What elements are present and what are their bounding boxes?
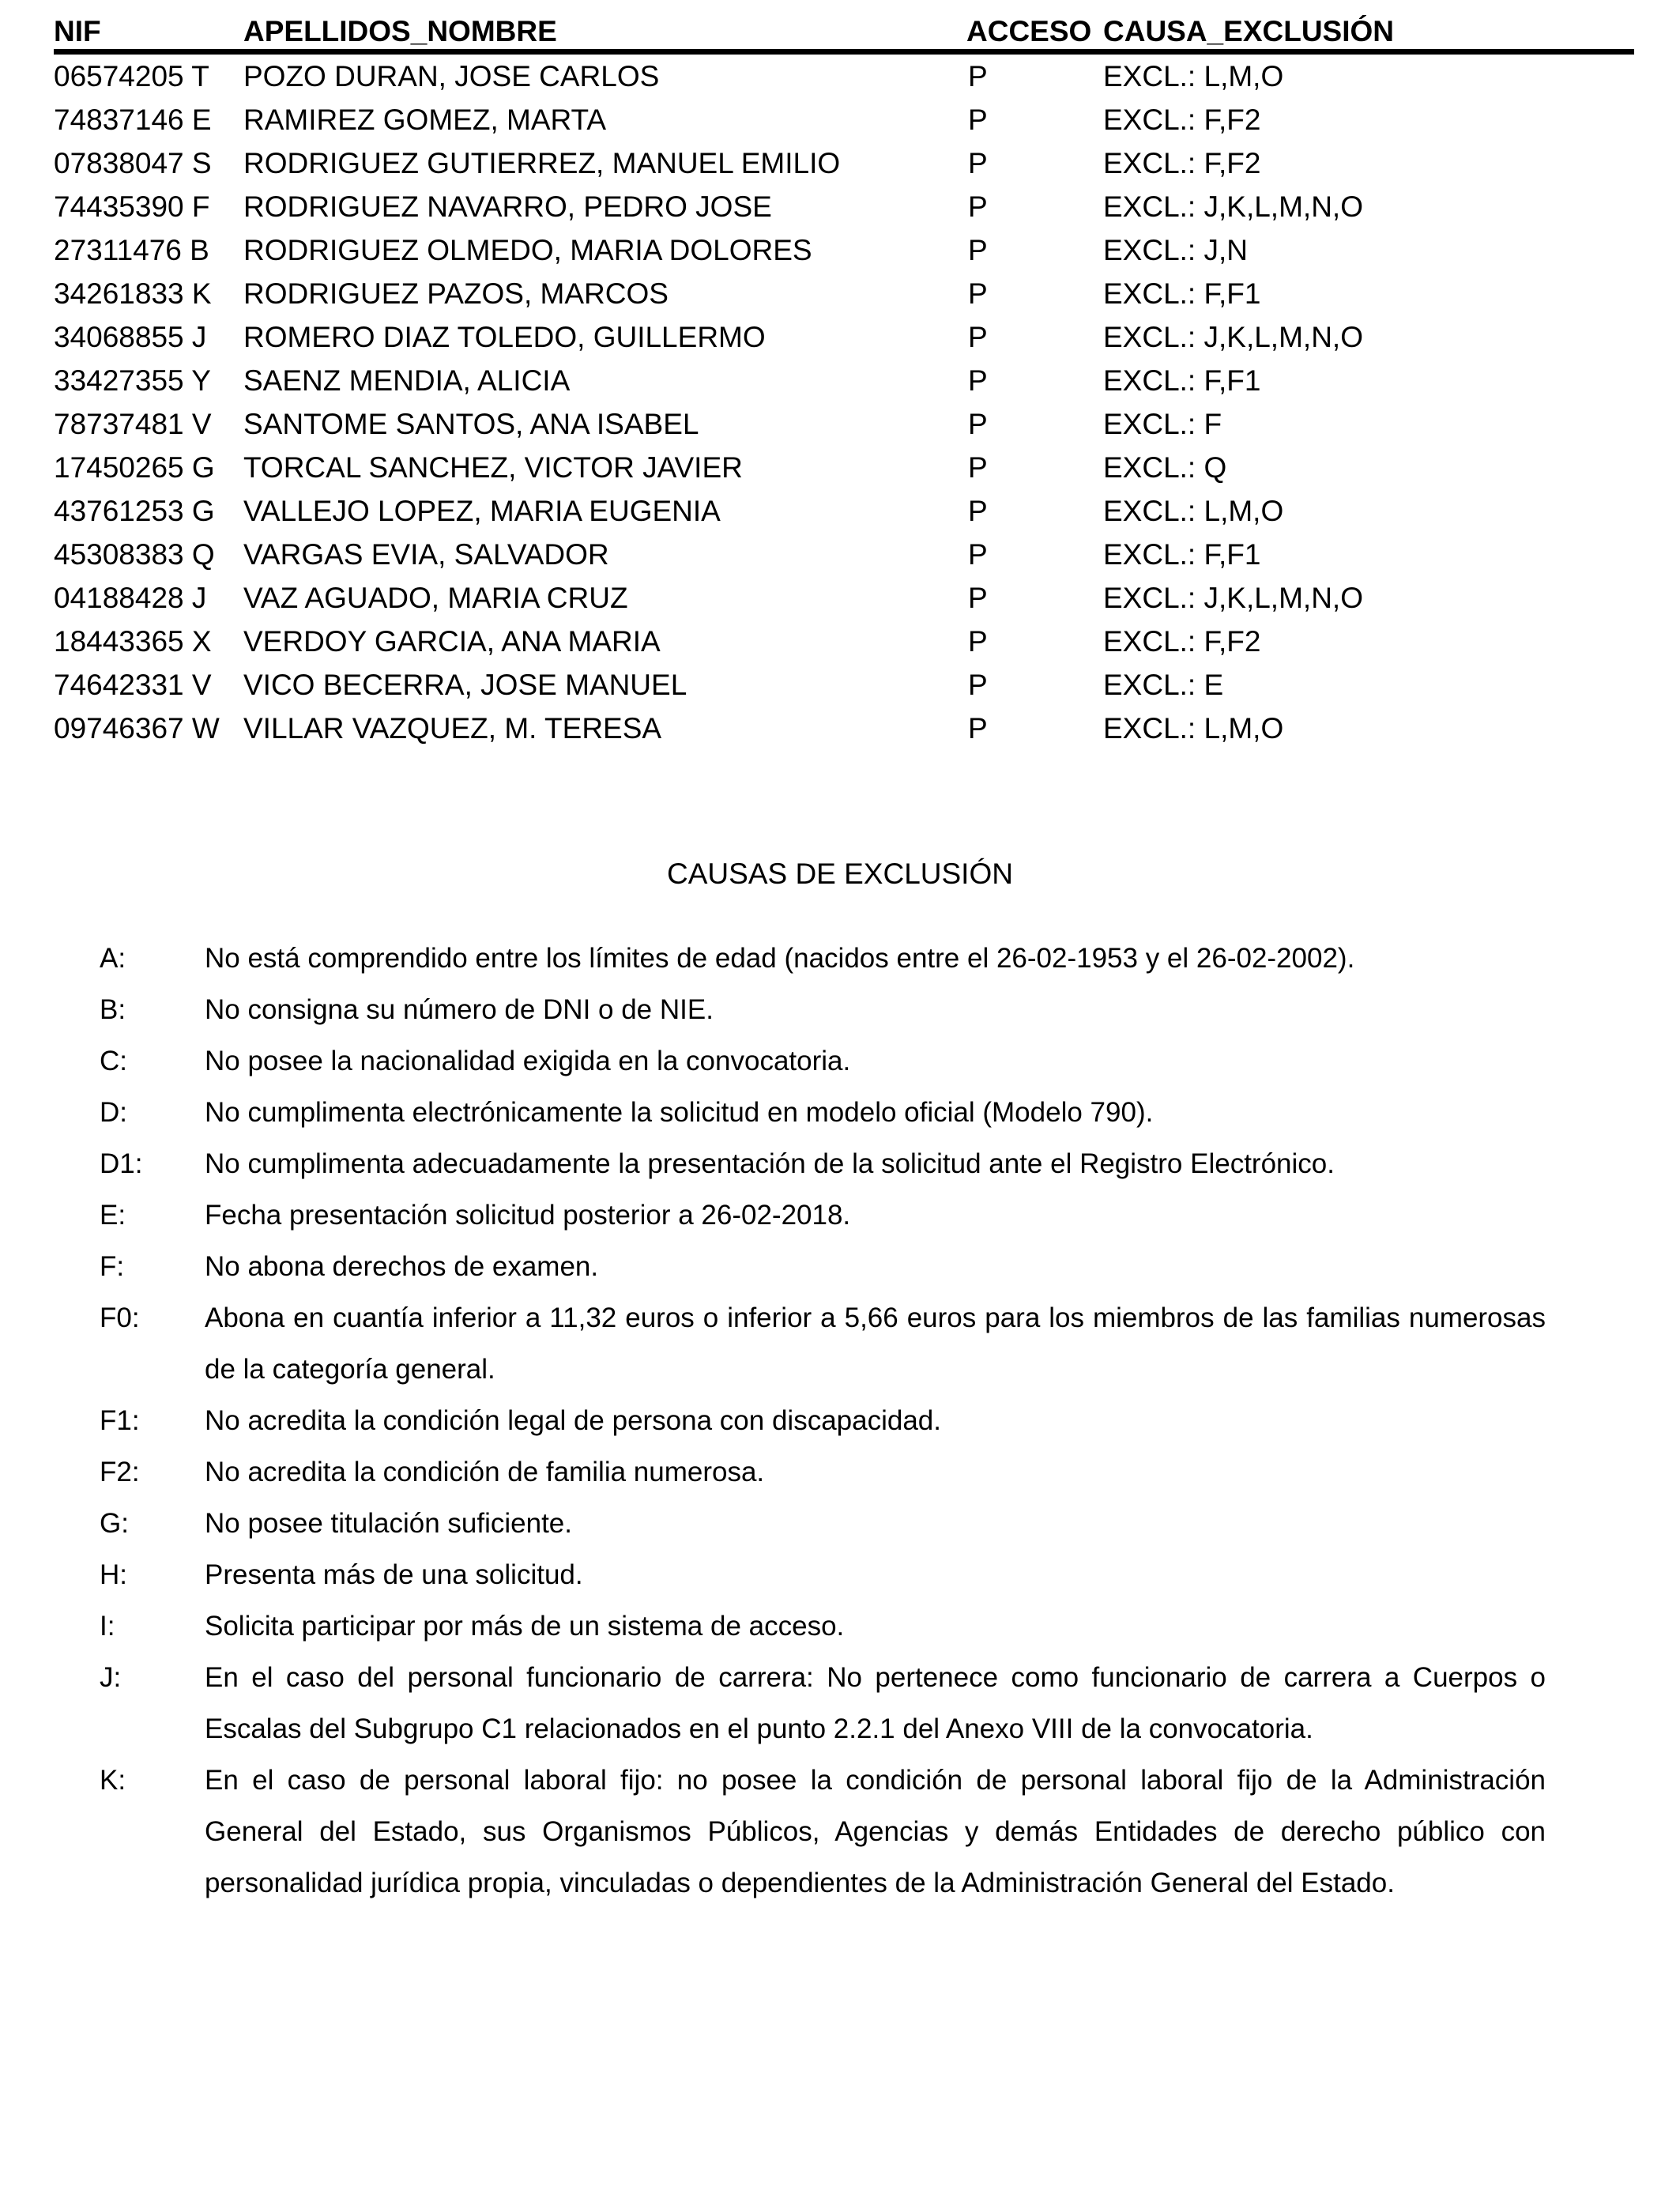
cause-text: No cumplimenta adecuadamente la presentación de la solicitud ante el Registro Electrónico.	[205, 1148, 1335, 1179]
cell-acceso: P	[968, 669, 988, 701]
cause-text: No acredita la condición legal de persona con discapacidad.	[205, 1405, 941, 1436]
cell-nif: 43761253 G	[54, 495, 215, 527]
cell-nif: 74435390 F	[54, 190, 210, 223]
cell-nif: 74837146 E	[54, 104, 212, 136]
exclusion-table	[54, 11, 1634, 750]
cause-item	[100, 1138, 1546, 1189]
cell-nif: 27311476 B	[54, 234, 209, 266]
table-row	[54, 533, 1634, 576]
cause-text: No abona derechos de examen.	[205, 1251, 599, 1282]
table-row	[54, 489, 1634, 533]
table-row	[54, 141, 1634, 185]
cell-acceso: P	[968, 495, 988, 527]
table-row	[54, 663, 1634, 707]
cell-causa: EXCL.: E	[1103, 669, 1224, 701]
header-acceso: ACCESO	[966, 15, 1092, 47]
cell-causa: EXCL.: F	[1103, 408, 1222, 440]
causes-list	[100, 933, 1546, 1909]
table-row	[54, 446, 1634, 489]
cell-name: RODRIGUEZ PAZOS, MARCOS	[243, 277, 669, 310]
cause-code: J:	[100, 1662, 122, 1693]
cell-name: VAZ AGUADO, MARIA CRUZ	[243, 582, 628, 614]
cause-text: No posee la nacionalidad exigida en la convocatoria.	[205, 1046, 851, 1076]
table-row	[54, 315, 1634, 359]
cause-item	[100, 1600, 1546, 1652]
cell-nif: 34261833 K	[54, 277, 212, 310]
cause-item	[100, 1035, 1546, 1087]
table-row	[54, 228, 1634, 272]
cell-acceso: P	[968, 364, 988, 397]
table-row	[54, 359, 1634, 402]
cell-nif: 07838047 S	[54, 147, 212, 179]
cause-text: Abona en cuantía inferior a 11,32 euros o inferior a 5,66 euros para los miembros de las familias numerosas de la categoría general.	[205, 1302, 1546, 1385]
table-row	[54, 707, 1634, 750]
cause-code: D:	[100, 1097, 127, 1128]
causes-title: CAUSAS DE EXCLUSIÓN	[667, 858, 1013, 890]
cell-name: VICO BECERRA, JOSE MANUEL	[243, 669, 687, 701]
cause-text: En el caso del personal funcionario de carrera: No pertenece como funcionario de carrera a Cuerpos o Escalas del Subgrupo C1 relacionados en el punto 2.2.1 del Anexo VIII de la convocatoria.	[205, 1662, 1546, 1744]
table-row	[54, 576, 1634, 620]
cause-text: Fecha presentación solicitud posterior a 26-02-2018.	[205, 1200, 851, 1231]
cause-code: G:	[100, 1508, 129, 1539]
cell-acceso: P	[968, 190, 988, 223]
cell-causa: EXCL.: Q	[1103, 451, 1227, 484]
table-body	[54, 55, 1634, 750]
cause-item	[100, 1652, 1546, 1755]
cell-causa: EXCL.: F,F1	[1103, 277, 1261, 310]
cause-item	[100, 1087, 1546, 1138]
cell-name: RAMIREZ GOMEZ, MARTA	[243, 104, 607, 136]
cause-item	[100, 1241, 1546, 1292]
cell-causa: EXCL.: J,K,L,M,N,O	[1103, 190, 1363, 223]
cause-text: Solicita participar por más de un sistema de acceso.	[205, 1611, 845, 1642]
cause-code: A:	[100, 943, 126, 974]
cell-name: POZO DURAN, JOSE CARLOS	[243, 60, 660, 92]
table-row	[54, 98, 1634, 141]
cause-text: No cumplimenta electrónicamente la solicitud en modelo oficial (Modelo 790).	[205, 1097, 1154, 1128]
cause-item	[100, 1395, 1546, 1446]
cell-causa: EXCL.: F,F1	[1103, 538, 1261, 571]
cell-acceso: P	[968, 104, 988, 136]
cause-item	[100, 1498, 1546, 1549]
cell-causa: EXCL.: J,K,L,M,N,O	[1103, 582, 1363, 614]
cell-acceso: P	[968, 625, 988, 658]
cell-name: ROMERO DIAZ TOLEDO, GUILLERMO	[243, 321, 766, 353]
cause-item	[100, 984, 1546, 1035]
cell-causa: EXCL.: F,F2	[1103, 104, 1261, 136]
cause-code: E:	[100, 1200, 126, 1231]
cell-nif: 18443365 X	[54, 625, 212, 658]
cell-causa: EXCL.: J,N	[1103, 234, 1248, 266]
cause-text: No acredita la condición de familia numerosa.	[205, 1457, 765, 1487]
header-causa: CAUSA_EXCLUSIÓN	[1103, 15, 1394, 47]
cell-acceso: P	[968, 60, 988, 92]
cause-code: F:	[100, 1251, 125, 1282]
cell-name: RODRIGUEZ GUTIERREZ, MANUEL EMILIO	[243, 147, 841, 179]
cause-item	[100, 1446, 1546, 1498]
cause-item	[100, 1755, 1546, 1909]
cause-item	[100, 1189, 1546, 1241]
cell-causa: EXCL.: F,F1	[1103, 364, 1261, 397]
cause-item	[100, 933, 1546, 984]
cell-causa: EXCL.: F,F2	[1103, 147, 1261, 179]
cell-name: VERDOY GARCIA, ANA MARIA	[243, 625, 661, 658]
cell-nif: 34068855 J	[54, 321, 207, 353]
cell-acceso: P	[968, 712, 988, 745]
cell-name: RODRIGUEZ NAVARRO, PEDRO JOSE	[243, 190, 772, 223]
cell-nif: 78737481 V	[54, 408, 212, 440]
cause-item	[100, 1292, 1546, 1395]
cause-text: No está comprendido entre los límites de edad (nacidos entre el 26-02-1953 y el 26-02-2002).	[205, 943, 1355, 974]
cell-causa: EXCL.: L,M,O	[1103, 60, 1284, 92]
cause-code: F0:	[100, 1302, 140, 1333]
cell-name: SANTOME SANTOS, ANA ISABEL	[243, 408, 699, 440]
cell-nif: 74642331 V	[54, 669, 212, 701]
cause-code: F2:	[100, 1457, 140, 1487]
header-name: APELLIDOS_NOMBRE	[243, 15, 557, 47]
cause-code: C:	[100, 1046, 127, 1076]
table-row	[54, 272, 1634, 315]
header-nif: NIF	[54, 15, 101, 47]
cell-name: VARGAS EVIA, SALVADOR	[243, 538, 609, 571]
cause-code: H:	[100, 1559, 127, 1590]
cell-nif: 06574205 T	[54, 60, 209, 92]
cause-text: No posee titulación suficiente.	[205, 1508, 572, 1539]
cell-nif: 17450265 G	[54, 451, 215, 484]
cause-code: K:	[100, 1765, 126, 1796]
cell-name: TORCAL SANCHEZ, VICTOR JAVIER	[243, 451, 743, 484]
cell-name: RODRIGUEZ OLMEDO, MARIA DOLORES	[243, 234, 812, 266]
cell-acceso: P	[968, 147, 988, 179]
cell-acceso: P	[968, 538, 988, 571]
cell-nif: 09746367 W	[54, 712, 220, 745]
cause-code: F1:	[100, 1405, 140, 1436]
cause-text: No consigna su número de DNI o de NIE.	[205, 994, 714, 1025]
cell-causa: EXCL.: L,M,O	[1103, 712, 1284, 745]
cell-acceso: P	[968, 582, 988, 614]
cell-name: VILLAR VAZQUEZ, M. TERESA	[243, 712, 662, 745]
table-row	[54, 55, 1634, 98]
cell-nif: 04188428 J	[54, 582, 207, 614]
cause-text: En el caso de personal laboral fijo: no posee la condición de personal laboral fijo de la Administración General del Estado, sus Organismos Públicos, Agencias y demás Entidades de derecho público con personalidad jurídica propia, vinculadas o dependientes de la Administración General del Estado.	[205, 1765, 1546, 1898]
table-row	[54, 402, 1634, 446]
table-row	[54, 185, 1634, 228]
cause-code: B:	[100, 994, 126, 1025]
cell-nif: 33427355 Y	[54, 364, 211, 397]
cell-acceso: P	[968, 451, 988, 484]
cell-causa: EXCL.: F,F2	[1103, 625, 1261, 658]
table-header	[54, 11, 1634, 55]
cell-acceso: P	[968, 321, 988, 353]
cell-acceso: P	[968, 277, 988, 310]
table-row	[54, 620, 1634, 663]
cell-causa: EXCL.: L,M,O	[1103, 495, 1284, 527]
cell-acceso: P	[968, 408, 988, 440]
cell-name: SAENZ MENDIA, ALICIA	[243, 364, 571, 397]
cell-name: VALLEJO LOPEZ, MARIA EUGENIA	[243, 495, 721, 527]
cell-nif: 45308383 Q	[54, 538, 215, 571]
cell-acceso: P	[968, 234, 988, 266]
cell-causa: EXCL.: J,K,L,M,N,O	[1103, 321, 1363, 353]
cause-code: I:	[100, 1611, 115, 1642]
cause-item	[100, 1549, 1546, 1600]
cause-text: Presenta más de una solicitud.	[205, 1559, 583, 1590]
cause-code: D1:	[100, 1148, 143, 1179]
